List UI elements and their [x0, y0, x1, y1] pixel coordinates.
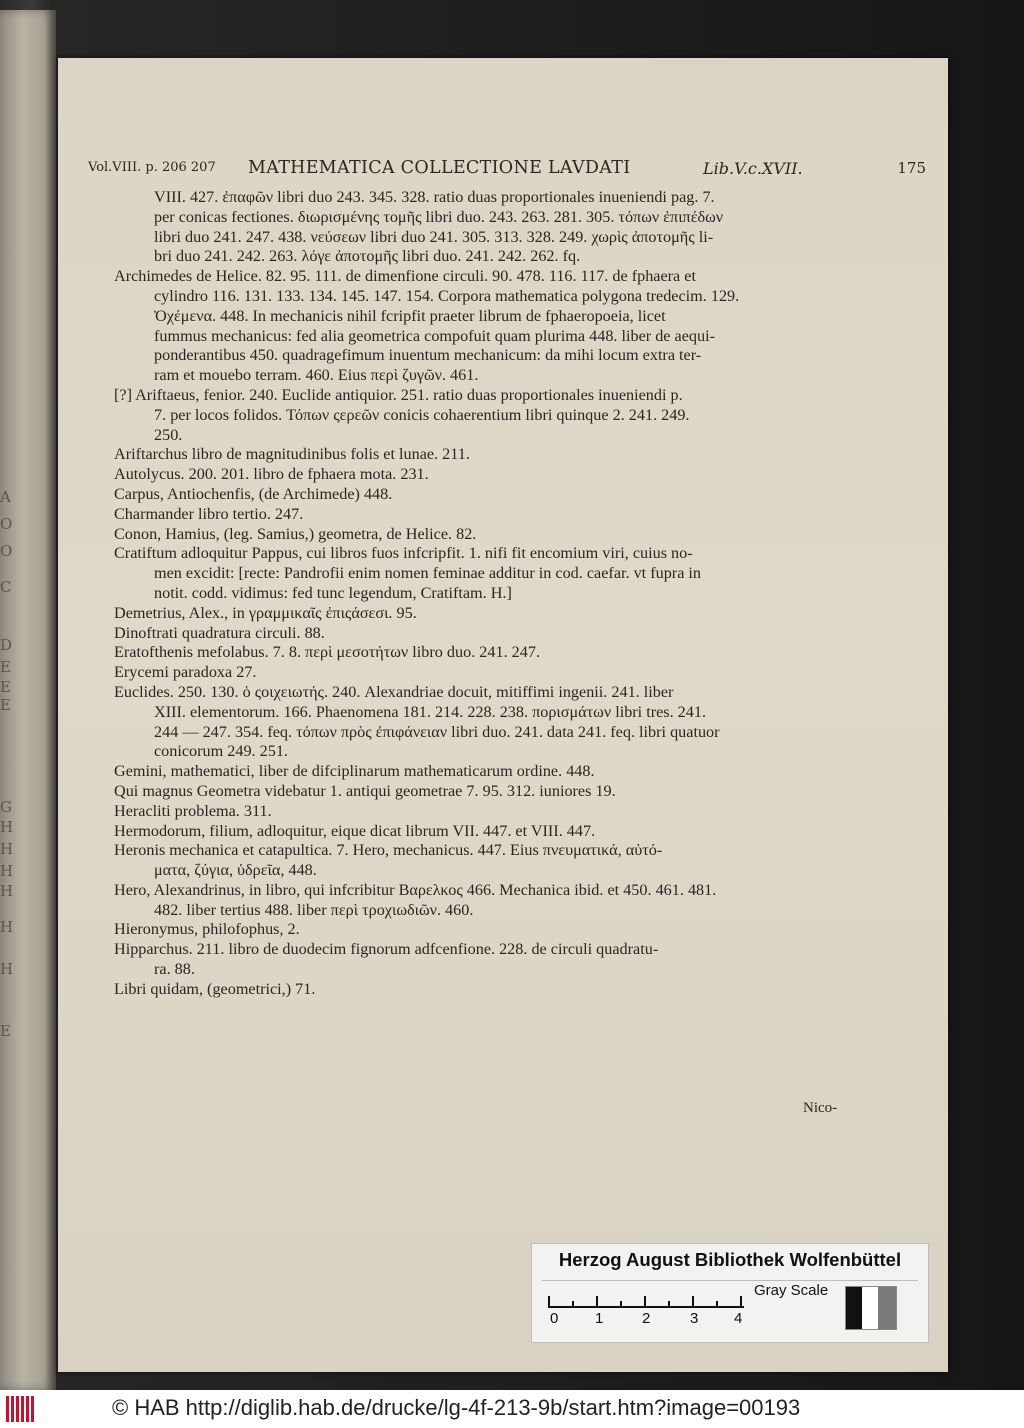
- index-entry-line: Qui magnus Geometra videbatur 1. antiqui geometrae 7. 95. 312. iuniores 19.: [114, 781, 616, 800]
- index-entry-line: Erycemi paradoxa 27.: [114, 663, 257, 682]
- ruler-number: 3: [690, 1310, 699, 1327]
- index-entry-line: Conon, Hamius, (leg. Samius,) geometra, de Helice. 82.: [114, 524, 477, 543]
- index-entry-line: Charmander libro tertio. 247.: [114, 504, 304, 523]
- index-entry-line: conicorum 249. 251.: [154, 742, 288, 761]
- index-entry: [114, 505, 854, 525]
- ruler-number: 0: [550, 1310, 559, 1327]
- ruler-tick: [548, 1296, 550, 1308]
- index-entry-line: Ὀχέμενα. 448. In mechanicis nihil fcripfit praeter librum de fphaeropoeia, licet: [154, 306, 666, 325]
- index-entry-line: Hermodorum, filium, adloquitur, eique dicat librum VII. 447. et VIII. 447.: [114, 821, 596, 840]
- index-entry-line: 7. per locos folidos. Τόπων ςερεῶν conicis cohaerentium libri quinque 2. 241. 249.: [154, 405, 690, 424]
- index-entry: [114, 762, 854, 782]
- index-entry-line: Cratiftum adloquitur Pappus, cui libros fuos infcripfit. 1. nifi fit encomium viri, cuius no-: [114, 544, 693, 563]
- prev-page-letter: E: [0, 696, 11, 714]
- index-entry-line: per conicas fectiones. διωρισμένης τομῆς libri duo. 243. 263. 281. 305. τόπων ἐπιπέδων: [154, 207, 724, 226]
- index-entry-line: ματα, ζύγια, ὑδρεῖα, 448.: [154, 861, 317, 880]
- prev-page-letter: H: [0, 818, 14, 836]
- prev-page-letter: A: [0, 488, 11, 506]
- prev-page-letter: D: [0, 636, 13, 654]
- gray-scale-swatches: [845, 1286, 897, 1330]
- logo-bar: [6, 1396, 9, 1422]
- index-entry: [114, 267, 854, 386]
- index-entry-line: Hero, Alexandrinus, in libro, qui infcribitur Βαρελκος 466. Mechanica ibid. et 450. 461. 481.: [114, 880, 717, 899]
- index-entry-line: VIII. 427. ἐπαφῶν libri duo 243. 345. 328. ratio duas proportionales inueniendi pag. 7.: [154, 188, 715, 206]
- prev-page-letter: O: [0, 515, 13, 533]
- index-entry-line: Eratofthenis mefolabus. 7. 8. περὶ μεσοτήτων libro duo. 241. 247.: [114, 643, 540, 662]
- ruler-minor-tick: [572, 1301, 574, 1308]
- logo-bar: [11, 1396, 14, 1422]
- swatch-black: [846, 1287, 862, 1329]
- index-entry-line: [?] Ariftaeus, fenior. 240. Euclide antiquior. 251. ratio duas proportionales inueniendi p.: [114, 385, 683, 404]
- prev-page-letter: H: [0, 918, 14, 936]
- index-entry-line: XIII. elementorum. 166. Phaenomena 181. 214. 228. 238. πορισμάτων libri tres. 241.: [154, 702, 707, 721]
- index-entry: [114, 920, 854, 940]
- prev-page-letter: O: [0, 542, 13, 560]
- ruler-number: 4: [734, 1310, 743, 1327]
- logo-bar: [21, 1396, 24, 1422]
- index-entry-line: libri duo 241. 247. 438. νεύσεων libri duo 241. 305. 313. 328. 249. χωρὶς ἀποτομῆς li-: [154, 227, 714, 246]
- prev-page-letter: H: [0, 960, 14, 978]
- index-entry: [114, 188, 854, 267]
- ruler-minor-tick: [716, 1301, 718, 1308]
- ruler-number: 1: [595, 1310, 604, 1327]
- ruler-line: [548, 1306, 744, 1308]
- prev-page-letter: H: [0, 840, 14, 858]
- index-entry-line: Gemini, mathematici, liber de difciplinarum mathematicarum ordine. 448.: [114, 762, 595, 781]
- index-entry: [114, 802, 854, 822]
- index-entry-line: 244 — 247. 354. feq. τόπων πρὸς ἐπιφάνειαν libri duo. 241. data 241. feq. libri quatuor: [154, 722, 720, 741]
- index-entry: [114, 544, 854, 603]
- index-list: [114, 188, 854, 1000]
- logo-bar: [16, 1396, 19, 1422]
- swatch-white: [862, 1287, 878, 1329]
- prev-page-letter: H: [0, 862, 14, 880]
- index-entry-line: Autolycus. 200. 201. libro de fphaera mota. 231.: [114, 465, 429, 484]
- index-entry-line: cylindro 116. 131. 133. 134. 145. 147. 154. Corpora mathematica polygona tredecim. 129.: [154, 286, 740, 305]
- index-entry-line: ram et mouebo terram. 460. Eius περὶ ζυγῶν. 461.: [154, 366, 479, 385]
- card-divider: [542, 1280, 918, 1281]
- volume-reference: Vol.VIII. p. 206 207: [88, 160, 216, 175]
- prev-page-letter: G: [0, 798, 12, 816]
- index-entry: [114, 980, 854, 1000]
- index-entry-line: fummus mechanicus: fed alia geometrica compofuit quam plurima 448. liber de aequi-: [154, 326, 715, 345]
- logo-bar: [26, 1396, 29, 1422]
- ruler-number: 2: [642, 1310, 651, 1327]
- index-entry-line: 482. liber tertius 488. liber περὶ τροχιωδιῶν. 460.: [154, 900, 474, 919]
- prev-page-letter: E: [0, 678, 11, 696]
- previous-page-edge: [0, 10, 56, 1390]
- index-entry-line: Hieronymus, philofophus, 2.: [114, 920, 300, 939]
- ruler-tick: [644, 1296, 646, 1308]
- library-name: Herzog August Bibliothek Wolfenbüttel: [558, 1249, 902, 1270]
- prev-page-letter: H: [0, 882, 14, 900]
- gray-scale-label: Gray Scale: [754, 1282, 829, 1299]
- index-entry-line: Euclides. 250. 130. ὁ ςοιχειωτής. 240. Alexandriae docuit, mitiffimi ingenii. 241. liber: [114, 682, 674, 701]
- prev-page-letter: E: [0, 658, 11, 676]
- index-entry: [114, 604, 854, 624]
- index-entry: [114, 822, 854, 842]
- index-entry-line: Heronis mechanica et catapultica. 7. Hero, mechanicus. 447. Eius πνευματικά, αὐτό-: [114, 841, 663, 860]
- hab-logo-icon: [6, 1396, 36, 1422]
- index-entry-line: Hipparchus. 211. libro de duodecim fignorum adfcenfione. 228. de circuli quadratu-: [114, 940, 659, 959]
- swatch-gray: [878, 1287, 896, 1329]
- index-entry-line: Dinoftrati quadratura circuli. 88.: [114, 623, 325, 642]
- index-entry: [114, 485, 854, 505]
- index-entry-line: Demetrius, Alex., in γραμμικαῖς ἐπιςάσεσι. 95.: [114, 603, 417, 622]
- ruler-minor-tick: [668, 1301, 670, 1308]
- running-title: MATHEMATICA COLLECTIONE LAVDATI: [248, 158, 631, 178]
- index-entry-line: ponderantibus 450. quadragefimum inuentum mechanicum: da mihi locum extra ter-: [154, 346, 702, 365]
- copyright-url[interactable]: © HAB http://diglib.hab.de/drucke/lg-4f-213-9b/start.htm?image=00193: [112, 1395, 801, 1420]
- index-entry: [114, 445, 854, 465]
- index-entry: [114, 940, 854, 980]
- index-entry: [114, 782, 854, 802]
- book-chapter-reference: Lib.V.c.XVII.: [703, 159, 803, 178]
- footer-bar: [0, 1390, 1024, 1428]
- index-entry-line: Ariftarchus libro de magnitudinibus folis et lunae. 211.: [114, 445, 470, 464]
- index-entry-line: notit. codd. vidimus: fed tunc legendum, Cratiftam. H.]: [154, 583, 512, 602]
- index-entry-line: men excidit: [recte: Pandrofii enim nomen feminae additur in cod. caefar. vt fupra in: [154, 564, 702, 583]
- ruler-minor-tick: [620, 1301, 622, 1308]
- index-entry-line: Carpus, Antiochenfis, (de Archimede) 448.: [114, 484, 393, 503]
- index-entry-line: ra. 88.: [154, 960, 195, 979]
- index-entry-line: bri duo 241. 242. 263. λόγε ἀποτομῆς libri duo. 241. 242. 262. fq.: [154, 247, 581, 266]
- color-reference-card: [531, 1243, 929, 1343]
- running-head: [88, 158, 926, 182]
- index-entry: [114, 841, 854, 881]
- index-entry-line: Heracliti problema. 311.: [114, 801, 272, 820]
- index-entry: [114, 643, 854, 663]
- index-entry-line: Archimedes de Helice. 82. 95. 111. de dimenfione circuli. 90. 478. 116. 117. de fphaera et: [114, 267, 696, 286]
- index-entry-line: 250.: [154, 425, 183, 444]
- prev-page-letter: C: [0, 578, 12, 596]
- index-entry: [114, 386, 854, 445]
- index-entry: [114, 525, 854, 545]
- ruler-tick: [692, 1296, 694, 1308]
- ruler-tick: [596, 1296, 598, 1308]
- page-number: 175: [897, 159, 926, 177]
- logo-bar: [31, 1396, 34, 1422]
- index-entry: [114, 663, 854, 683]
- book-page: [58, 58, 948, 1372]
- index-entry: [114, 881, 854, 921]
- ruler-tick: [740, 1296, 742, 1308]
- index-entry: [114, 683, 854, 762]
- index-entry: [114, 624, 854, 644]
- prev-page-letter: E: [0, 1022, 11, 1040]
- index-entry: [114, 465, 854, 485]
- index-entry-line: Libri quidam, (geometrici,) 71.: [114, 979, 316, 998]
- catchword: Nico-: [803, 1100, 838, 1116]
